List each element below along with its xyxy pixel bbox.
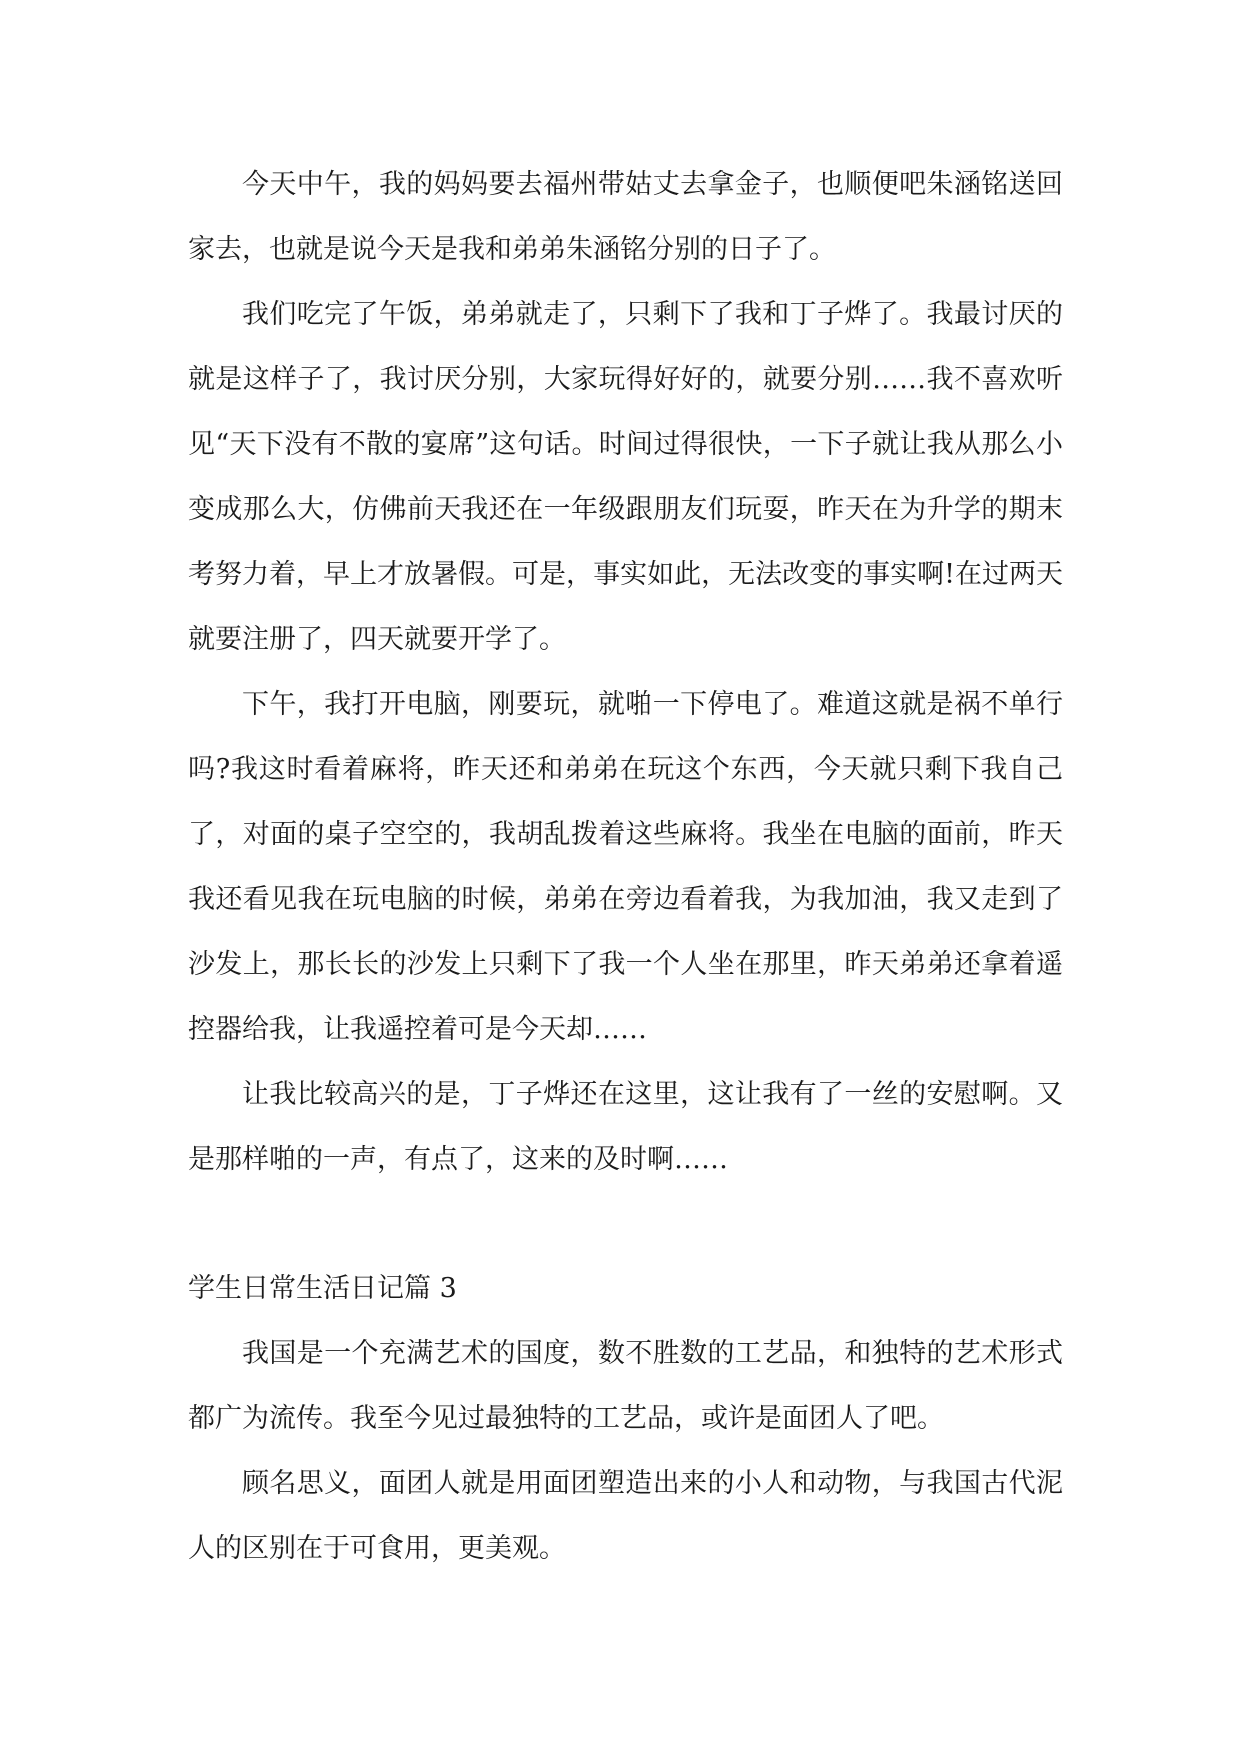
paragraph-2: 我们吃完了午饭，弟弟就走了，只剩下了我和丁子烨了。我最讨厌的就是这样子了，我讨厌分别，大家玩得好好的，就要分别……我不喜欢听见“天下没有不散的宴席”这句话。时间过得很快，一下子就让我从那么小变成那么大，仿佛前天我还在一年级跟朋友们玩耍，昨天在为升学的期末考努力着，早上才放暑假。可是，事实如此，无法改变的事实啊!在过两天就要注册了，四天就要开学了。 bbox=[188, 299, 1063, 655]
paragraph-4: 让我比较高兴的是，丁子烨还在这里，这让我有了一丝的安慰啊。又是那样啪的一声，有点了，这来的及时啊…… bbox=[188, 1079, 1063, 1175]
paragraph-5: 我国是一个充满艺术的国度，数不胜数的工艺品，和独特的艺术形式都广为流传。我至今见过最独特的工艺品，或许是面团人了吧。 bbox=[188, 1338, 1063, 1434]
section-title: 学生日常生活日记篇 3 bbox=[188, 1273, 457, 1304]
document-body bbox=[188, 152, 1063, 1581]
paragraph-6: 顾名思义，面团人就是用面团塑造出来的小人和动物，与我国古代泥人的区别在于可食用，更美观。 bbox=[188, 1468, 1063, 1564]
paragraph-3: 下午，我打开电脑，刚要玩，就啪一下停电了。难道这就是祸不单行吗?我这时看着麻将，昨天还和弟弟在玩这个东西，今天就只剩下我自己了，对面的桌子空空的，我胡乱拨着这些麻将。我坐在电脑的面前，昨天我还看见我在玩电脑的时候，弟弟在旁边看着我，为我加油，我又走到了沙发上，那长长的沙发上只剩下了我一个人坐在那里，昨天弟弟还拿着遥控器给我，让我遥控着可是今天却…… bbox=[188, 689, 1063, 1045]
paragraph-1: 今天中午，我的妈妈要去福州带姑丈去拿金子，也顺便吧朱涵铭送回家去，也就是说今天是我和弟弟朱涵铭分别的日子了。 bbox=[188, 169, 1063, 265]
section-spacer bbox=[188, 1192, 1063, 1256]
